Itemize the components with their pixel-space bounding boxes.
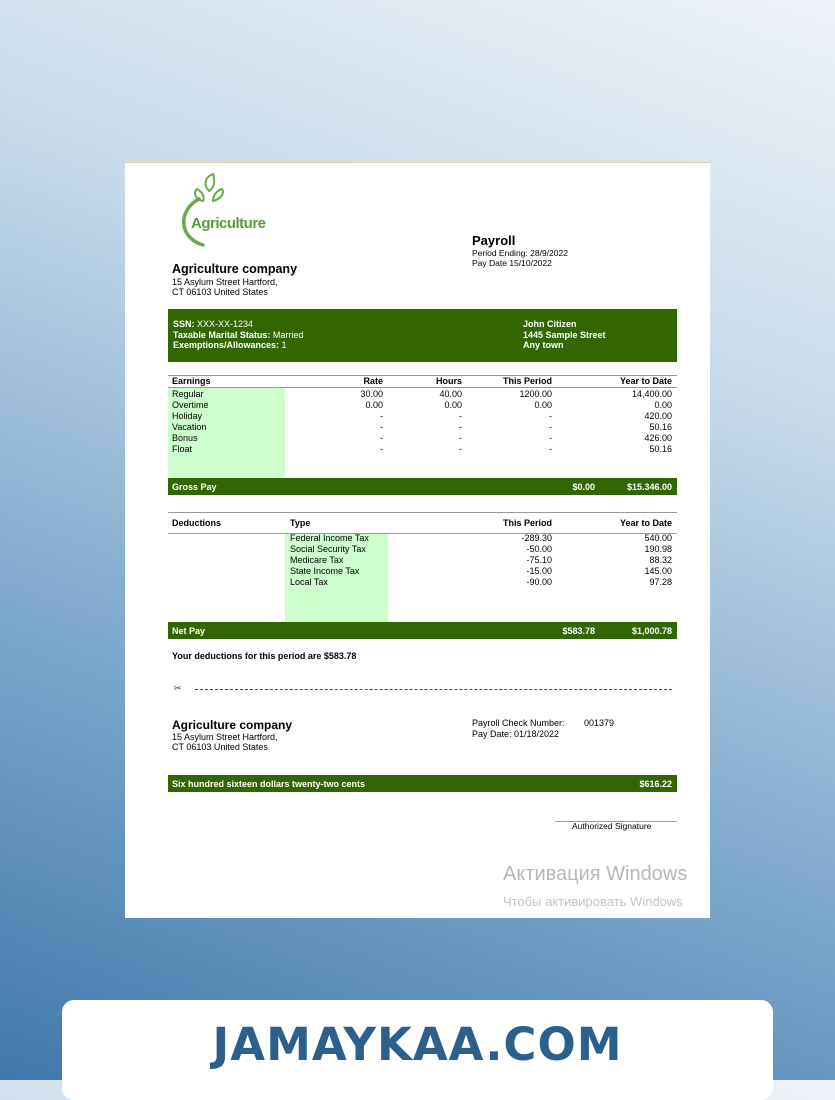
check-pay-date: Pay Date: 01/18/2022 — [472, 729, 560, 739]
period-ending: Period Ending: 28/9/2022 — [472, 248, 568, 258]
deduction-cell-period: -289.30 — [521, 533, 552, 543]
net-pay-ytd: $1,000.78 — [631, 626, 672, 636]
pay-date: Pay Date 15/10/2022 — [472, 258, 552, 268]
earnings-cell-name: Holiday — [172, 411, 203, 421]
gross-pay-bar — [168, 478, 677, 495]
gross-pay-ytd: $15.346.00 — [626, 482, 672, 492]
deduction-cell-ytd: 88.32 — [649, 555, 672, 565]
earnings-cell-hours: 0.00 — [444, 400, 462, 410]
ssn-value: XXX-XX-1234 — [194, 319, 254, 329]
activation-watermark-subtitle: Чтобы активировать Windows — [503, 894, 683, 909]
ssn-label: SSN: — [173, 319, 195, 329]
scissors-icon: ✂ — [174, 683, 182, 693]
deduction-cell-type: State Income Tax — [290, 566, 360, 576]
exemptions-label: Exemptions/Allowances: — [173, 340, 280, 350]
earnings-header-hours: Hours — [435, 376, 462, 386]
check-amount-bar — [168, 775, 677, 792]
earnings-cell-period: - — [549, 411, 552, 421]
deduction-cell-ytd: 97.28 — [649, 577, 672, 587]
earnings-header-ytd: Year to Date — [619, 376, 672, 386]
employee-town: Any town — [523, 340, 564, 350]
earnings-cell-hours: - — [459, 433, 462, 443]
deduction-cell-period: -90.00 — [526, 577, 552, 587]
check-address-line2: CT 06103 United States — [172, 742, 268, 752]
employee-street: 1445 Sample Street — [523, 329, 606, 340]
net-pay-bar — [168, 622, 677, 639]
deduction-cell-type: Local Tax — [290, 577, 328, 587]
earnings-cell-period: - — [549, 422, 552, 432]
employee-name: John Citizen — [523, 319, 577, 329]
deductions-header-name: Deductions — [172, 518, 222, 528]
company-address-line1: 15 Asylum Street Hartford, — [172, 277, 278, 287]
earnings-cell-hours: - — [459, 444, 462, 454]
earnings-cell-rate: - — [380, 422, 383, 432]
amount-in-words: Six hundred sixteen dollars twenty-two cents — [172, 779, 366, 789]
check-address-line1: 15 Asylum Street Hartford, — [172, 732, 278, 742]
check-number-label: Payroll Check Number: — [472, 718, 565, 728]
gross-pay-label: Gross Pay — [172, 482, 217, 492]
earnings-cell-name: Float — [172, 444, 193, 454]
payroll-document — [125, 162, 710, 918]
earnings-cell-name: Overtime — [172, 400, 209, 410]
earnings-cell-hours: - — [459, 422, 462, 432]
net-pay-label: Net Pay — [172, 626, 206, 636]
earnings-cell-ytd: 50.16 — [649, 422, 672, 432]
deduction-summary: Your deductions for this period are $583.78 — [172, 651, 357, 661]
deduction-cell-type: Social Security Tax — [290, 544, 366, 554]
deduction-cell-ytd: 540.00 — [644, 533, 672, 543]
earnings-cell-ytd: 0.00 — [654, 400, 672, 410]
deduction-cell-period: -75.10 — [526, 555, 552, 565]
company-name: Agriculture company — [172, 262, 298, 276]
deductions-header-type: Type — [290, 518, 311, 528]
earnings-cell-period: 0.00 — [534, 400, 552, 410]
earnings-cell-rate: - — [380, 444, 383, 454]
deduction-cell-ytd: 190.98 — [644, 544, 672, 554]
deductions-header-period: This Period — [502, 518, 552, 528]
check-amount: $616.22 — [639, 779, 672, 789]
earnings-cell-rate: 30.00 — [360, 389, 383, 399]
exemptions-value: 1 — [279, 340, 287, 350]
deductions-header-ytd: Year to Date — [619, 518, 672, 528]
earnings-cell-ytd: 14,400.00 — [631, 389, 672, 399]
earnings-cell-hours: - — [459, 411, 462, 421]
document-title: Payroll — [472, 233, 516, 248]
earnings-cell-ytd: 420.00 — [644, 411, 672, 421]
earnings-cell-period: 1200.00 — [519, 389, 552, 399]
cut-line — [195, 689, 672, 690]
agriculture-logo-icon — [169, 169, 279, 247]
divider — [168, 512, 677, 513]
earnings-cell-name: Regular — [172, 389, 204, 399]
check-company-name: Agriculture company — [172, 718, 293, 732]
earnings-cell-period: - — [549, 444, 552, 454]
gross-pay-period: $0.00 — [572, 482, 595, 492]
activation-watermark-title: Активация Windows — [503, 863, 688, 885]
employee-info-box — [168, 309, 677, 362]
earnings-header-period: This Period — [502, 376, 552, 386]
earnings-cell-name: Bonus — [172, 433, 198, 443]
earnings-header-name: Earnings — [172, 376, 211, 386]
signature-label: Authorized Signature — [572, 821, 652, 831]
earnings-cell-name: Vacation — [172, 422, 207, 432]
company-address-line2: CT 06103 United States — [172, 287, 268, 297]
logo-text: Agriculture — [191, 215, 266, 232]
site-banner-text: JAMAYKAA.COM — [212, 1018, 623, 1071]
earnings-cell-rate: - — [380, 411, 383, 421]
deduction-cell-type: Federal Income Tax — [290, 533, 369, 543]
deduction-cell-type: Medicare Tax — [290, 555, 344, 565]
deduction-cell-period: -15.00 — [526, 566, 552, 576]
deduction-cell-ytd: 145.00 — [644, 566, 672, 576]
earnings-cell-hours: 40.00 — [439, 389, 462, 399]
marital-label: Taxable Marital Status: — [173, 329, 271, 340]
earnings-cell-rate: - — [380, 433, 383, 443]
net-pay-period: $583.78 — [562, 626, 595, 636]
earnings-cell-ytd: 426.00 — [644, 433, 672, 443]
earnings-cell-ytd: 50.16 — [649, 444, 672, 454]
earnings-cell-rate: 0.00 — [365, 400, 383, 410]
site-banner — [62, 1000, 773, 1100]
check-number: 001379 — [584, 718, 615, 728]
earnings-cell-period: - — [549, 433, 552, 443]
deduction-cell-period: -50.00 — [526, 544, 552, 554]
earnings-header-rate: Rate — [363, 376, 383, 386]
marital-value: Married — [270, 329, 304, 340]
